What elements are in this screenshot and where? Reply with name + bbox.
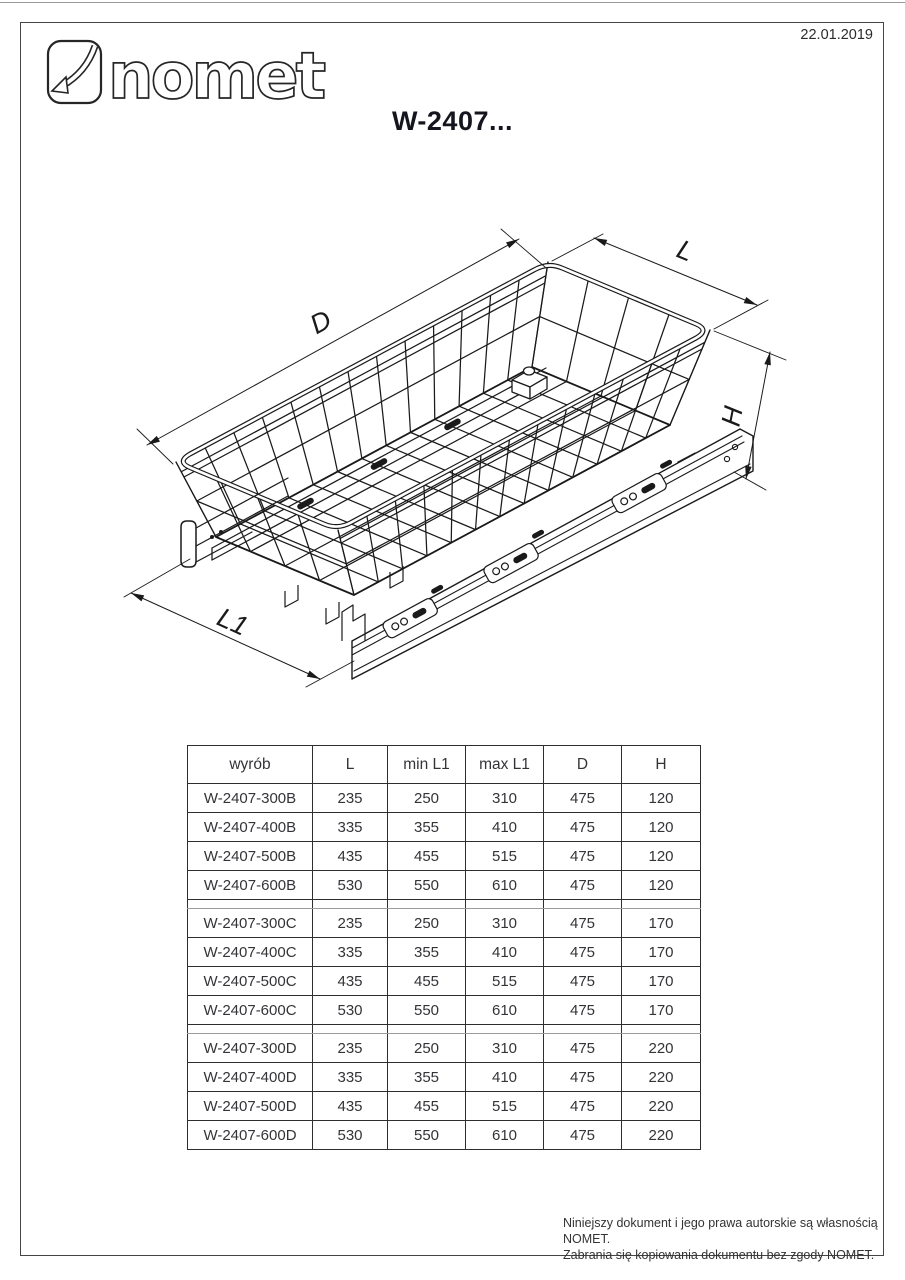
page-title: W-2407... [391, 106, 513, 136]
column-header: max L1 [466, 746, 544, 784]
value-cell: 515 [466, 967, 544, 996]
value-cell: 515 [466, 1092, 544, 1121]
spec-table [187, 745, 701, 1150]
value-cell: 410 [466, 813, 544, 842]
table-row [188, 909, 701, 938]
product-cell: W-2407-300C [188, 909, 313, 938]
product-cell: W-2407-500D [188, 1092, 313, 1121]
value-cell: 335 [313, 813, 388, 842]
value-cell: 515 [466, 842, 544, 871]
product-cell: W-2407-400D [188, 1063, 313, 1092]
value-cell: 170 [622, 938, 701, 967]
value-cell: 475 [544, 1121, 622, 1150]
table-row [188, 1121, 701, 1150]
table-row [188, 938, 701, 967]
dimension-label-l1: L1 [212, 601, 253, 642]
value-cell: 530 [313, 871, 388, 900]
value-cell: 170 [622, 909, 701, 938]
value-cell: 250 [388, 1034, 466, 1063]
copyright-note [563, 1215, 905, 1263]
copyright-line-2: Zabrania się kopiowania dokumentu bez zgody NOMET. [563, 1248, 875, 1262]
table-row [188, 813, 701, 842]
value-cell: 310 [466, 1034, 544, 1063]
product-cell: W-2407-500B [188, 842, 313, 871]
table-row [188, 1063, 701, 1092]
document-date: 22.01.2019 [800, 27, 873, 43]
table-row [188, 1092, 701, 1121]
value-cell: 170 [622, 967, 701, 996]
value-cell: 550 [388, 1121, 466, 1150]
value-cell: 220 [622, 1121, 701, 1150]
value-cell: 455 [388, 967, 466, 996]
value-cell: 610 [466, 1121, 544, 1150]
table-row [188, 1034, 701, 1063]
value-cell: 550 [388, 871, 466, 900]
value-cell: 120 [622, 813, 701, 842]
value-cell: 475 [544, 1092, 622, 1121]
value-cell: 435 [313, 967, 388, 996]
value-cell: 475 [544, 967, 622, 996]
product-cell: W-2407-300D [188, 1034, 313, 1063]
value-cell: 475 [544, 842, 622, 871]
dimension-label-l: L [672, 233, 699, 268]
value-cell: 530 [313, 996, 388, 1025]
spacer-row [188, 900, 701, 909]
value-cell: 235 [313, 784, 388, 813]
product-cell: W-2407-600B [188, 871, 313, 900]
value-cell: 610 [466, 996, 544, 1025]
value-cell: 410 [466, 938, 544, 967]
value-cell: 475 [544, 871, 622, 900]
value-cell: 220 [622, 1034, 701, 1063]
table-row [188, 996, 701, 1025]
product-cell: W-2407-300B [188, 784, 313, 813]
value-cell: 475 [544, 784, 622, 813]
value-cell: 610 [466, 871, 544, 900]
value-cell: 475 [544, 1063, 622, 1092]
column-header: wyrób [188, 746, 313, 784]
value-cell: 355 [388, 938, 466, 967]
value-cell: 220 [622, 1063, 701, 1092]
value-cell: 250 [388, 784, 466, 813]
value-cell: 235 [313, 1034, 388, 1063]
value-cell: 310 [466, 909, 544, 938]
value-cell: 335 [313, 938, 388, 967]
value-cell: 550 [388, 996, 466, 1025]
table-row [188, 784, 701, 813]
column-header: H [622, 746, 701, 784]
value-cell: 355 [388, 1063, 466, 1092]
product-cell: W-2407-400C [188, 938, 313, 967]
value-cell: 170 [622, 996, 701, 1025]
value-cell: 335 [313, 1063, 388, 1092]
column-header: D [544, 746, 622, 784]
value-cell: 475 [544, 1034, 622, 1063]
value-cell: 310 [466, 784, 544, 813]
table-body [188, 784, 701, 1150]
value-cell: 120 [622, 842, 701, 871]
header-row [188, 746, 701, 784]
logo-text: nomet [108, 40, 324, 112]
value-cell: 355 [388, 813, 466, 842]
value-cell: 455 [388, 842, 466, 871]
value-cell: 435 [313, 842, 388, 871]
value-cell: 250 [388, 909, 466, 938]
dimension-label-h: H [715, 403, 749, 429]
value-cell: 475 [544, 938, 622, 967]
value-cell: 475 [544, 996, 622, 1025]
value-cell: 120 [622, 871, 701, 900]
spacer-row [188, 1025, 701, 1034]
product-cell: W-2407-600D [188, 1121, 313, 1150]
value-cell: 235 [313, 909, 388, 938]
product-cell: W-2407-400B [188, 813, 313, 842]
table-row [188, 842, 701, 871]
column-header: min L1 [388, 746, 466, 784]
product-cell: W-2407-500C [188, 967, 313, 996]
dimension-label-d: D [305, 304, 337, 340]
value-cell: 530 [313, 1121, 388, 1150]
column-header: L [313, 746, 388, 784]
value-cell: 435 [313, 1092, 388, 1121]
value-cell: 475 [544, 909, 622, 938]
value-cell: 455 [388, 1092, 466, 1121]
value-cell: 475 [544, 813, 622, 842]
value-cell: 220 [622, 1092, 701, 1121]
copyright-line-1: Niniejszy dokument i jego prawa autorskie są własnością NOMET. [563, 1216, 878, 1246]
table-row [188, 871, 701, 900]
table-row [188, 967, 701, 996]
product-cell: W-2407-600C [188, 996, 313, 1025]
value-cell: 410 [466, 1063, 544, 1092]
value-cell: 120 [622, 784, 701, 813]
